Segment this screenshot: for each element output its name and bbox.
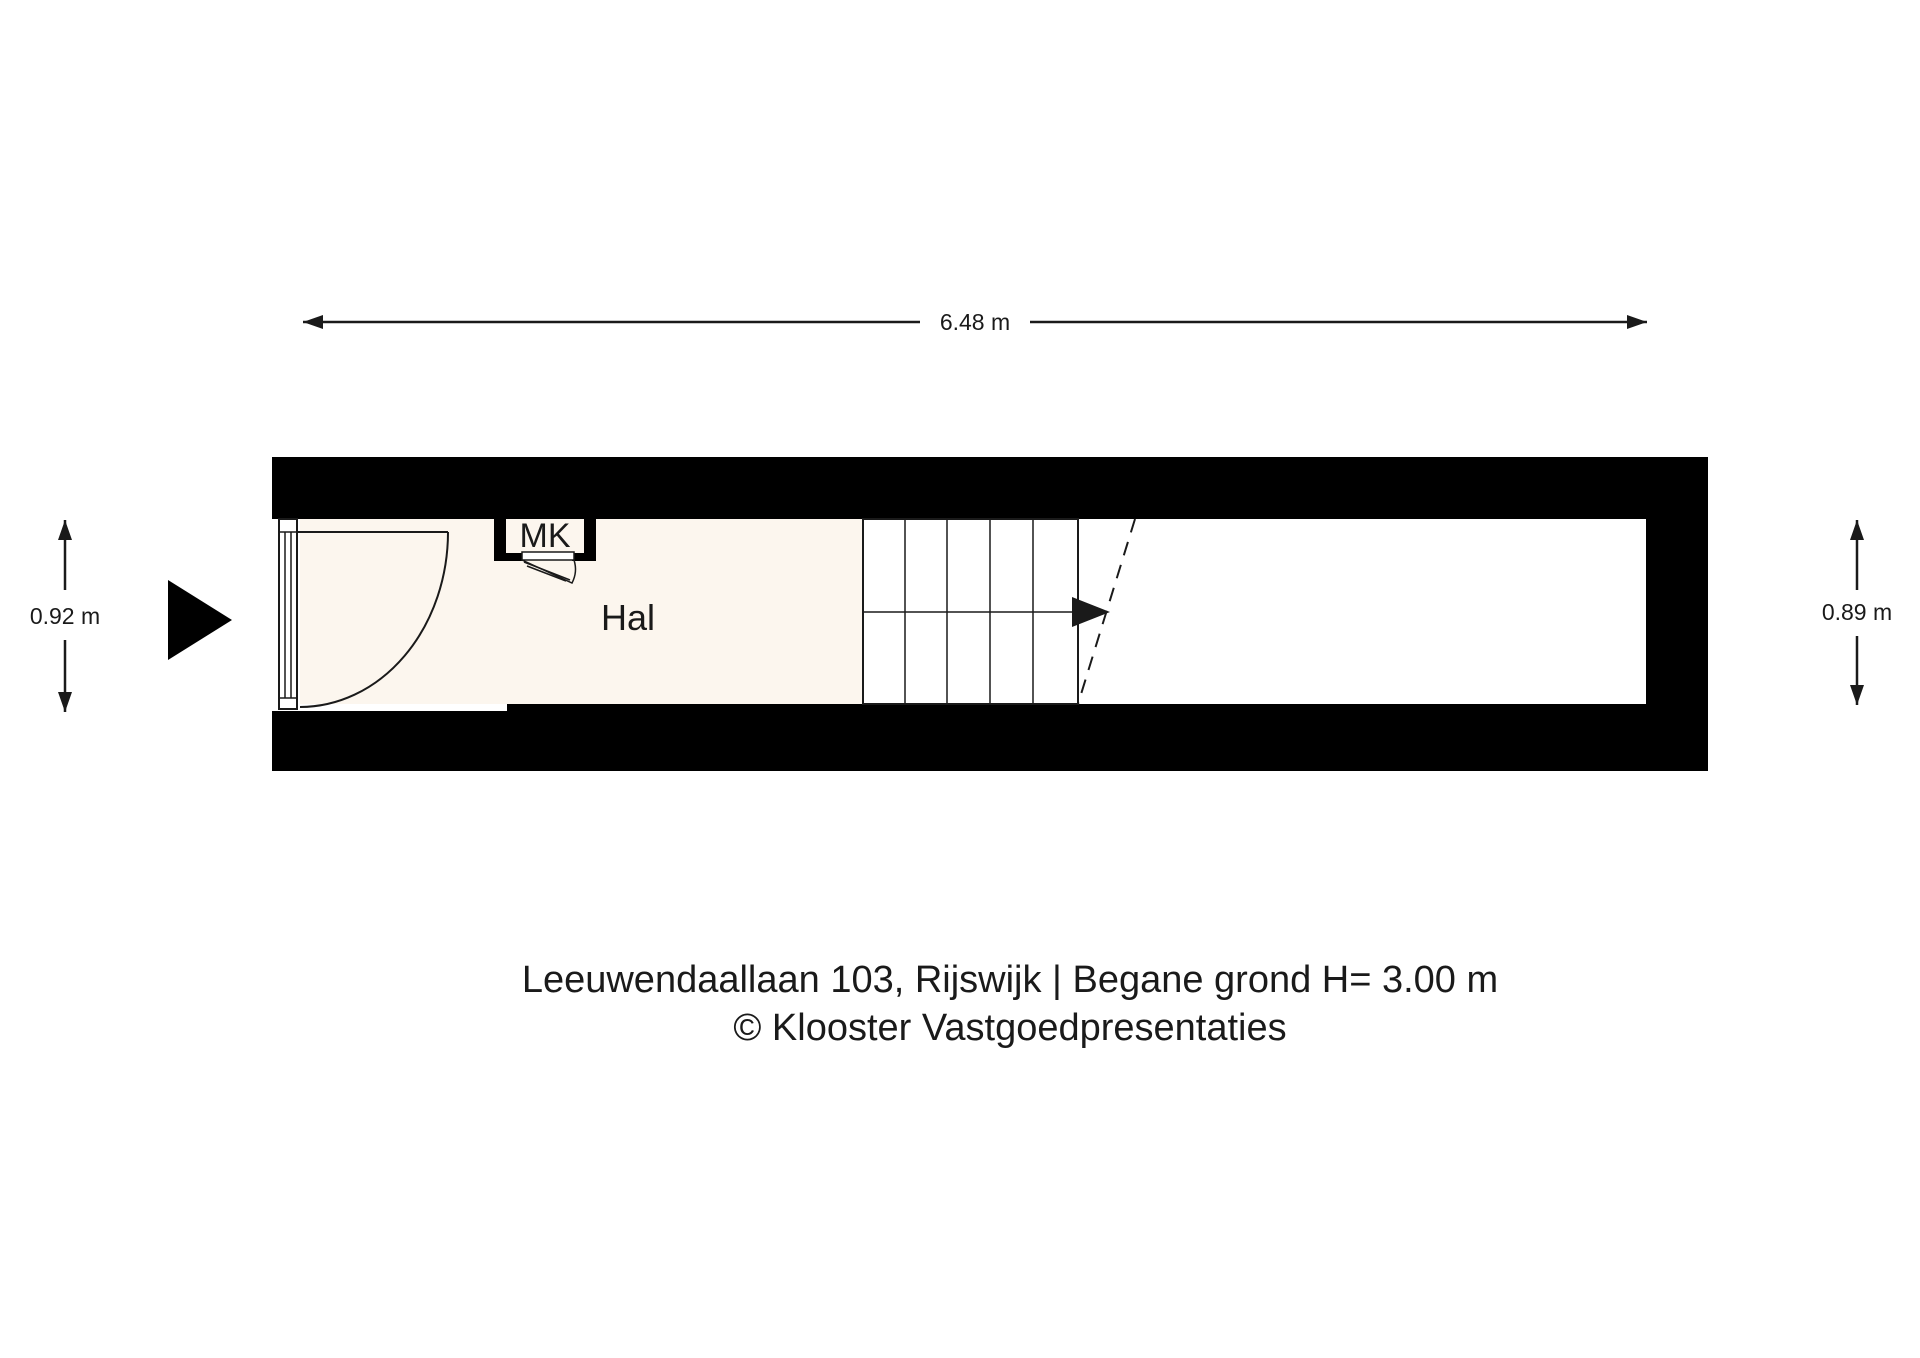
mk-label: MK (519, 517, 571, 555)
stairs-arrow-icon (1072, 597, 1110, 627)
dimension-height-right (1822, 520, 1892, 705)
wall-bottom-left (272, 711, 508, 771)
room-label-hal: Hal (600, 597, 656, 638)
door-frame (279, 519, 297, 709)
wall-left-top (272, 457, 296, 519)
dimension-width-top (303, 309, 1647, 335)
dimension-height-left (30, 520, 100, 712)
wall-right (1646, 457, 1708, 771)
mk-wall-bottom-right (572, 553, 596, 561)
caption-address: Leeuwendaallaan 103, Rijswijk | Begane grond H= 3.00 m (521, 959, 1499, 1001)
wall-bottom (507, 704, 1708, 771)
dimension-label-width: 6.48 m (939, 309, 1011, 335)
dimension-label-left: 0.92 m (29, 603, 101, 629)
dimension-label-right: 0.89 m (1821, 599, 1893, 625)
caption-copyright: © Klooster Vastgoedpresentaties (733, 1007, 1287, 1049)
wall-top (272, 457, 1708, 519)
stairs (863, 519, 1135, 704)
entrance-arrow-icon (168, 580, 232, 660)
